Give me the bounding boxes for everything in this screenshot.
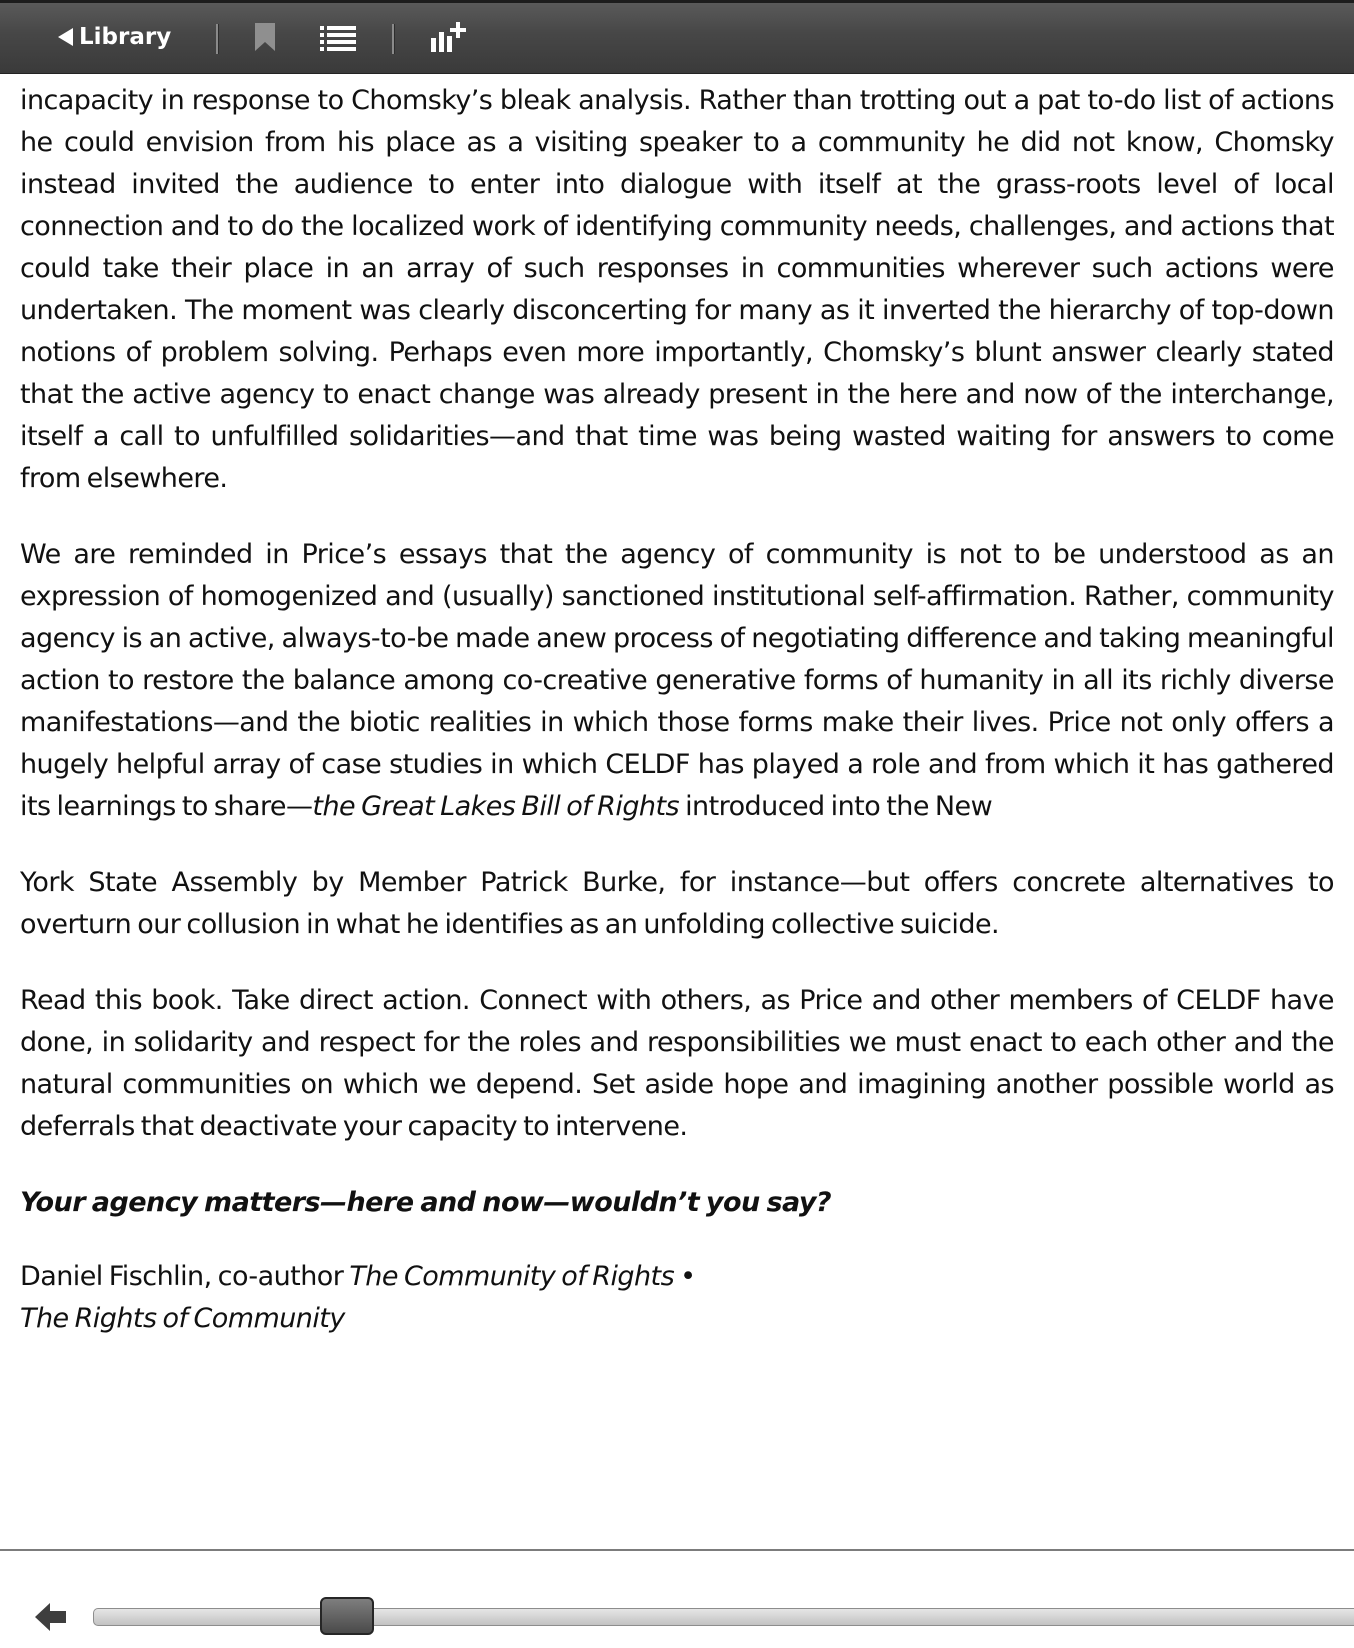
signature-book-title: The Community of Rights <box>349 1261 675 1292</box>
library-button[interactable] <box>58 20 171 54</box>
toolbar-separator <box>216 24 219 54</box>
toolbar-top-edge <box>0 0 1354 3</box>
paragraph: York State Assembly by Member Patrick Burke, for instance—but offers concrete alternatives to overturn our collusion in what he identifies as an unfolding collective suicide. <box>20 867 1334 940</box>
table-of-contents-icon[interactable] <box>320 24 356 56</box>
signature <box>20 1256 1334 1340</box>
book-page <box>20 80 1334 1340</box>
paragraph-text: introduced into the New <box>679 791 993 822</box>
italic-title: the Great Lakes Bill of Rights <box>312 791 680 822</box>
closing-line: Your agency matters—here and now—wouldn’t you say? <box>20 1187 832 1218</box>
paragraph: Read this book. Take direct action. Connect with others, as Price and other members of CELDF have done, in solidarity and respect for the roles and responsibilities we must enact to each other and the natural communities on which we depend. Set aside hope and imagining another possible world as deferrals that deactivate your capacity to intervene. <box>20 985 1334 1142</box>
reader-toolbar <box>0 0 1354 74</box>
signature-name: Daniel Fischlin, co-author <box>20 1261 350 1292</box>
bookmark-icon[interactable] <box>254 22 276 56</box>
signature-bullet: • <box>674 1261 696 1292</box>
back-triangle-icon <box>58 28 73 46</box>
paragraph-text: We are reminded in Price’s essays that the agency of community is not to be understood as an expression of homogenized and (usually) sanctioned institutional self-affirmation. Rather, community agency is an active, always-to-be made anew process of negotiating difference and taking meaningful action to restore the balance among co-creative generative forms of humanity in all its richly diverse manifestations—and the biotic realities in which those forms make their lives. Price not only offers a hugely helpful array of case studies in which CELDF has played a role and from which it has gathered its learnings to share— <box>20 539 1334 822</box>
back-arrow-icon[interactable] <box>34 1600 68 1638</box>
paragraph: incapacity in response to Chomsky’s bleak analysis. Rather than trotting out a pat to-do list of actions he could envision from his place as a visiting speaker to a community he did not know, Chomsky instead invited the audience to enter into dialogue with itself at the grass-roots level of local connection and to do the localized work of identifying community needs, challenges, and actions that could take their place in an array of such responses in communities wherever such actions were undertaken. The moment was clearly disconcerting for many as it inverted the hierarchy of top-down notions of problem solving. Perhaps even more importantly, Chomsky’s blunt answer clearly stated that the active agency to enact change was already present in the here and now of the interchange, itself a call to unfulfilled solidarities—and that time was being wasted waiting for answers to come from elsewhere. <box>20 85 1334 494</box>
page-progress-thumb[interactable] <box>320 1597 374 1635</box>
page-progress-slider[interactable] <box>93 1608 1354 1626</box>
paragraph <box>20 534 1334 828</box>
toolbar-separator <box>392 24 395 54</box>
bottom-divider <box>0 1549 1354 1551</box>
add-chart-icon[interactable] <box>430 20 466 58</box>
signature-book-title: The Rights of Community <box>20 1303 345 1334</box>
library-button-label: Library <box>79 24 172 50</box>
